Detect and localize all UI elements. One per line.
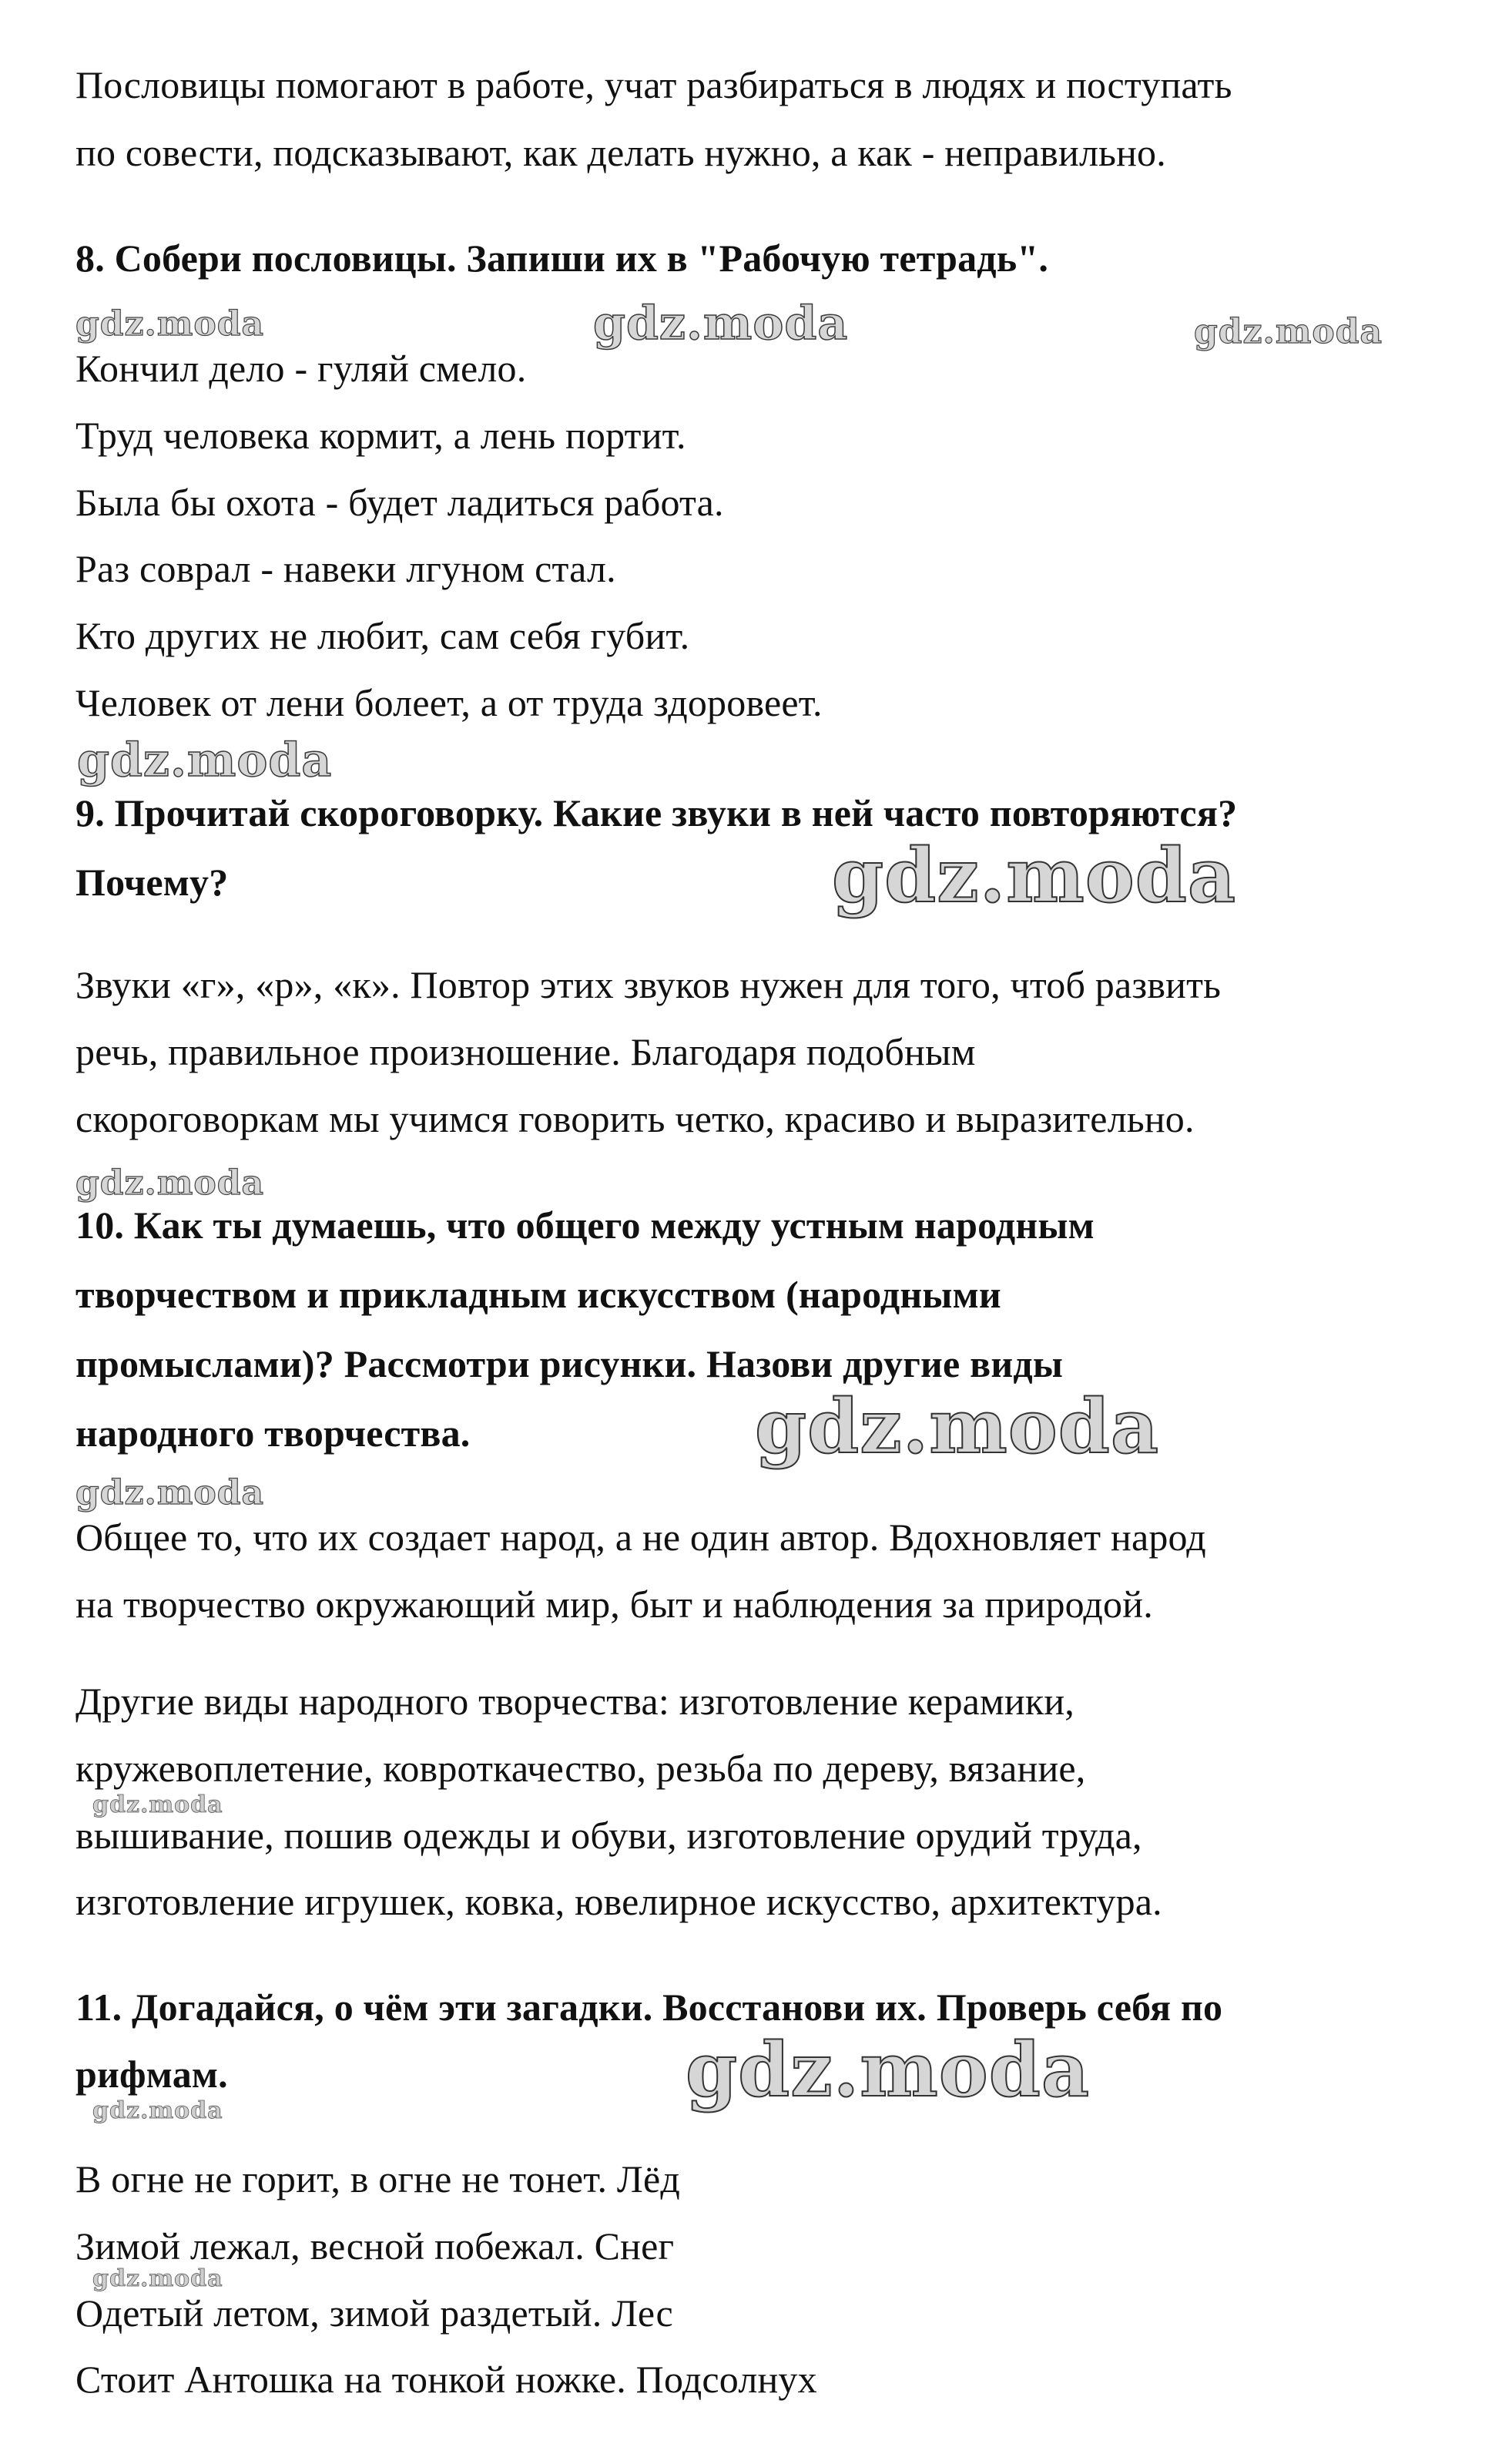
watermark: gdz.moda	[75, 1163, 265, 1203]
task11-heading-line-1: 11. Догадайся, о чём эти загадки. Восстанови их. Проверь себя по	[75, 1986, 1223, 2029]
task8-answer-3: Была бы охота - будет ладиться работа.	[75, 481, 724, 524]
task10-answer2-line-4: изготовление игрушек, ковка, ювелирное искусство, архитектура.	[75, 1880, 1162, 1923]
watermark: gdz.moda	[75, 1473, 265, 1512]
task10-heading-line-4: народного творчества.	[75, 1412, 471, 1455]
task8-answer-5: Кто других не любит, сам себя губит.	[75, 614, 690, 657]
task9-answer-line-1: Звуки «г», «р», «к». Повтор этих звуков нужен для того, чтоб развить	[75, 963, 1222, 1006]
task11-riddle-1: В огне не горит, в огне не тонет. Лёд	[75, 2157, 681, 2201]
task8-answer-4: Раз соврал - навеки лгуном стал.	[75, 547, 616, 590]
watermark: gdz.moda	[92, 1791, 223, 1818]
task11-riddle-4: Стоит Антошка на тонкой ножке. Подсолнух	[75, 2358, 817, 2401]
task11-riddle-3: Одетый летом, зимой раздетый. Лес	[75, 2291, 673, 2335]
task10-answer2-line-1: Другие виды народного творчества: изготовление керамики,	[75, 1680, 1074, 1723]
watermark: gdz.moda	[75, 304, 265, 344]
watermark: gdz.moda	[1194, 312, 1383, 351]
task10-heading-line-2: творчеством и прикладным искусством (народными	[75, 1273, 1001, 1316]
watermark: gdz.moda	[686, 2026, 1091, 2113]
task9-heading-line-2: Почему?	[75, 861, 229, 904]
task8-heading: 8. Собери пословицы. Запиши их в "Рабочую тетрадь".	[75, 237, 1049, 280]
task9-heading-line-1: 9. Прочитай скороговорку. Какие звуки в ней часто повторяются?	[75, 791, 1238, 834]
task10-answer1-line-1: Общее то, что их создает народ, а не один автор. Вдохновляет народ	[75, 1516, 1206, 1559]
task10-answer2-line-3: вышивание, пошив одежды и обуви, изготовление орудий труда,	[75, 1814, 1142, 1857]
task11-heading-line-2: рифмам.	[75, 2053, 228, 2096]
watermark: gdz.moda	[92, 2097, 223, 2124]
watermark: gdz.moda	[77, 734, 333, 787]
task10-answer2-line-2: кружевоплетение, ковроткачество, резьба по дереву, вязание,	[75, 1747, 1086, 1790]
task10-answer1-line-2: на творчество окружающий мир, быт и наблюдения за природой.	[75, 1583, 1153, 1626]
task10-heading-line-3: промыслами)? Рассмотри рисунки. Назови другие виды	[75, 1342, 1064, 1385]
watermark: gdz.moda	[593, 297, 849, 351]
task10-heading-line-1: 10. Как ты думаешь, что общего между устным народным	[75, 1204, 1095, 1247]
task8-answer-6: Человек от лени болеет, а от труда здоровеет.	[75, 681, 823, 724]
watermark: gdz.moda	[832, 832, 1237, 919]
task9-answer-line-3: скороговоркам мы учимся говорить четко, красиво и выразительно.	[75, 1097, 1195, 1140]
task9-answer-line-2: речь, правильное произношение. Благодаря подобным	[75, 1030, 976, 1073]
watermark: gdz.moda	[755, 1383, 1160, 1470]
watermark: gdz.moda	[92, 2265, 223, 2292]
intro-line-1: Пословицы помогают в работе, учат разбираться в людях и поступать	[75, 63, 1232, 106]
task11-riddle-2: Зимой лежал, весной побежал. Снег	[75, 2224, 675, 2268]
task8-answer-1: Кончил дело - гуляй смело.	[75, 347, 527, 390]
intro-line-2: по совести, подсказывают, как делать нужно, а как - неправильно.	[75, 131, 1166, 174]
task8-answer-2: Труд человека кормит, а лень портит.	[75, 414, 686, 457]
